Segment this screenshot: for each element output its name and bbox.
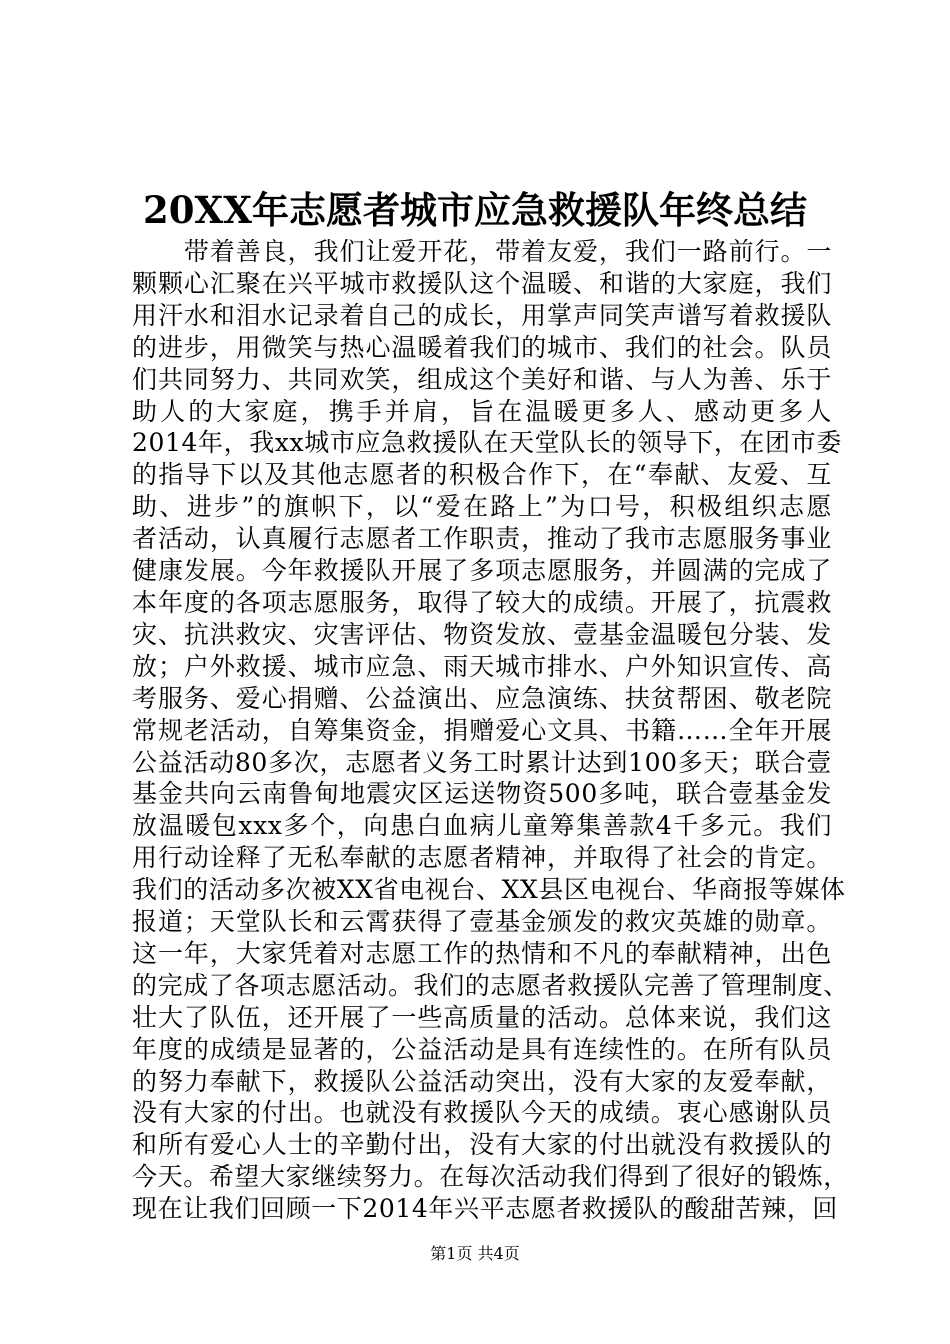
body-line: 没有大家的付出。也就没有救援队今天的成绩。衷心感谢队员 — [132, 1098, 832, 1128]
body-line: 壮大了队伍，还开展了一些高质量的活动。总体来说，我们这 — [132, 1002, 832, 1032]
body-line: 年度的成绩是显著的，公益活动是具有连续性的。在所有队员 — [132, 1034, 832, 1064]
body-line: 者活动，认真履行志愿者工作职责，推动了我市志愿服务事业 — [132, 524, 832, 554]
body-line: 2014年，我xx城市应急救援队在天堂队长的领导下，在团市委 — [132, 428, 842, 458]
body-line: 和所有爱心人士的辛勤付出，没有大家的付出就没有救援队的 — [132, 1130, 832, 1160]
document-title: 20XX年志愿者城市应急救援队年终总结 — [143, 188, 807, 232]
body-line: 公益活动80多次，志愿者义务工时累计达到100多天；联合壹 — [132, 747, 832, 777]
body-line: 现在让我们回顾一下2014年兴平志愿者救援队的酸甜苦辣，回 — [132, 1194, 839, 1224]
body-line: 们共同努力、共同欢笑，组成这个美好和谐、与人为善、乐于 — [132, 364, 832, 394]
body-line: 基金共向云南鲁甸地震灾区运送物资500多吨，联合壹基金发 — [132, 779, 832, 809]
body-line: 的进步，用微笑与热心温暖着我们的城市、我们的社会。队员 — [132, 332, 832, 362]
body-line: 考服务、爱心捐赠、公益演出、应急演练、扶贫帮困、敬老院 — [132, 683, 832, 713]
body-line: 放；户外救援、城市应急、雨天城市排水、户外知识宣传、高 — [132, 651, 832, 681]
body-line: 带着善良，我们让爱开花，带着友爱，我们一路前行。一 — [132, 237, 832, 266]
body-line: 报道；天堂队长和云霄获得了壹基金颁发的救灾英雄的勋章。 — [132, 907, 832, 937]
body-line: 用汗水和泪水记录着自己的成长，用掌声同笑声谱写着救援队 — [132, 300, 832, 330]
body-line: 我们的活动多次被XX省电视台、XX县区电视台、华商报等媒体 — [132, 875, 846, 905]
body-line: 本年度的各项志愿服务，取得了较大的成绩。开展了，抗震救 — [132, 587, 832, 617]
body-line: 助、进步”的旗帜下，以“爱在路上”为口号，积极组织志愿 — [132, 492, 832, 522]
body-line: 常规老活动，自筹集资金，捐赠爱心文具、书籍……全年开展 — [132, 715, 832, 745]
body-line: 的完成了各项志愿活动。我们的志愿者救援队完善了管理制度、 — [132, 970, 849, 1000]
document-body — [132, 236, 849, 1225]
body-line: 今天。希望大家继续努力。在每次活动我们得到了很好的锻炼， — [132, 1162, 849, 1192]
body-line: 这一年，大家凭着对志愿工作的热情和不凡的奉献精神，出色 — [132, 938, 832, 968]
body-line: 灾、抗洪救灾、灾害评估、物资发放、壹基金温暖包分装、发 — [132, 619, 832, 649]
body-line: 颗颗心汇聚在兴平城市救援队这个温暖、和谐的大家庭，我们 — [132, 268, 832, 298]
body-line: 放温暖包xxx多个，向患白血病儿童筹集善款4千多元。我们 — [132, 811, 832, 841]
body-line: 的努力奉献下，救援队公益活动突出，没有大家的友爱奉献， — [132, 1066, 832, 1096]
page-footer: 第1页 共4页 — [430, 1244, 520, 1263]
body-line: 健康发展。今年救援队开展了多项志愿服务，并圆满的完成了 — [132, 556, 832, 586]
body-line: 的指导下以及其他志愿者的积极合作下，在“奉献、友爱、互 — [132, 460, 832, 490]
body-line: 助人的大家庭，携手并肩，旨在温暖更多人、感动更多人 — [132, 396, 832, 426]
body-line: 用行动诠释了无私奉献的志愿者精神，并取得了社会的肯定。 — [132, 843, 832, 873]
